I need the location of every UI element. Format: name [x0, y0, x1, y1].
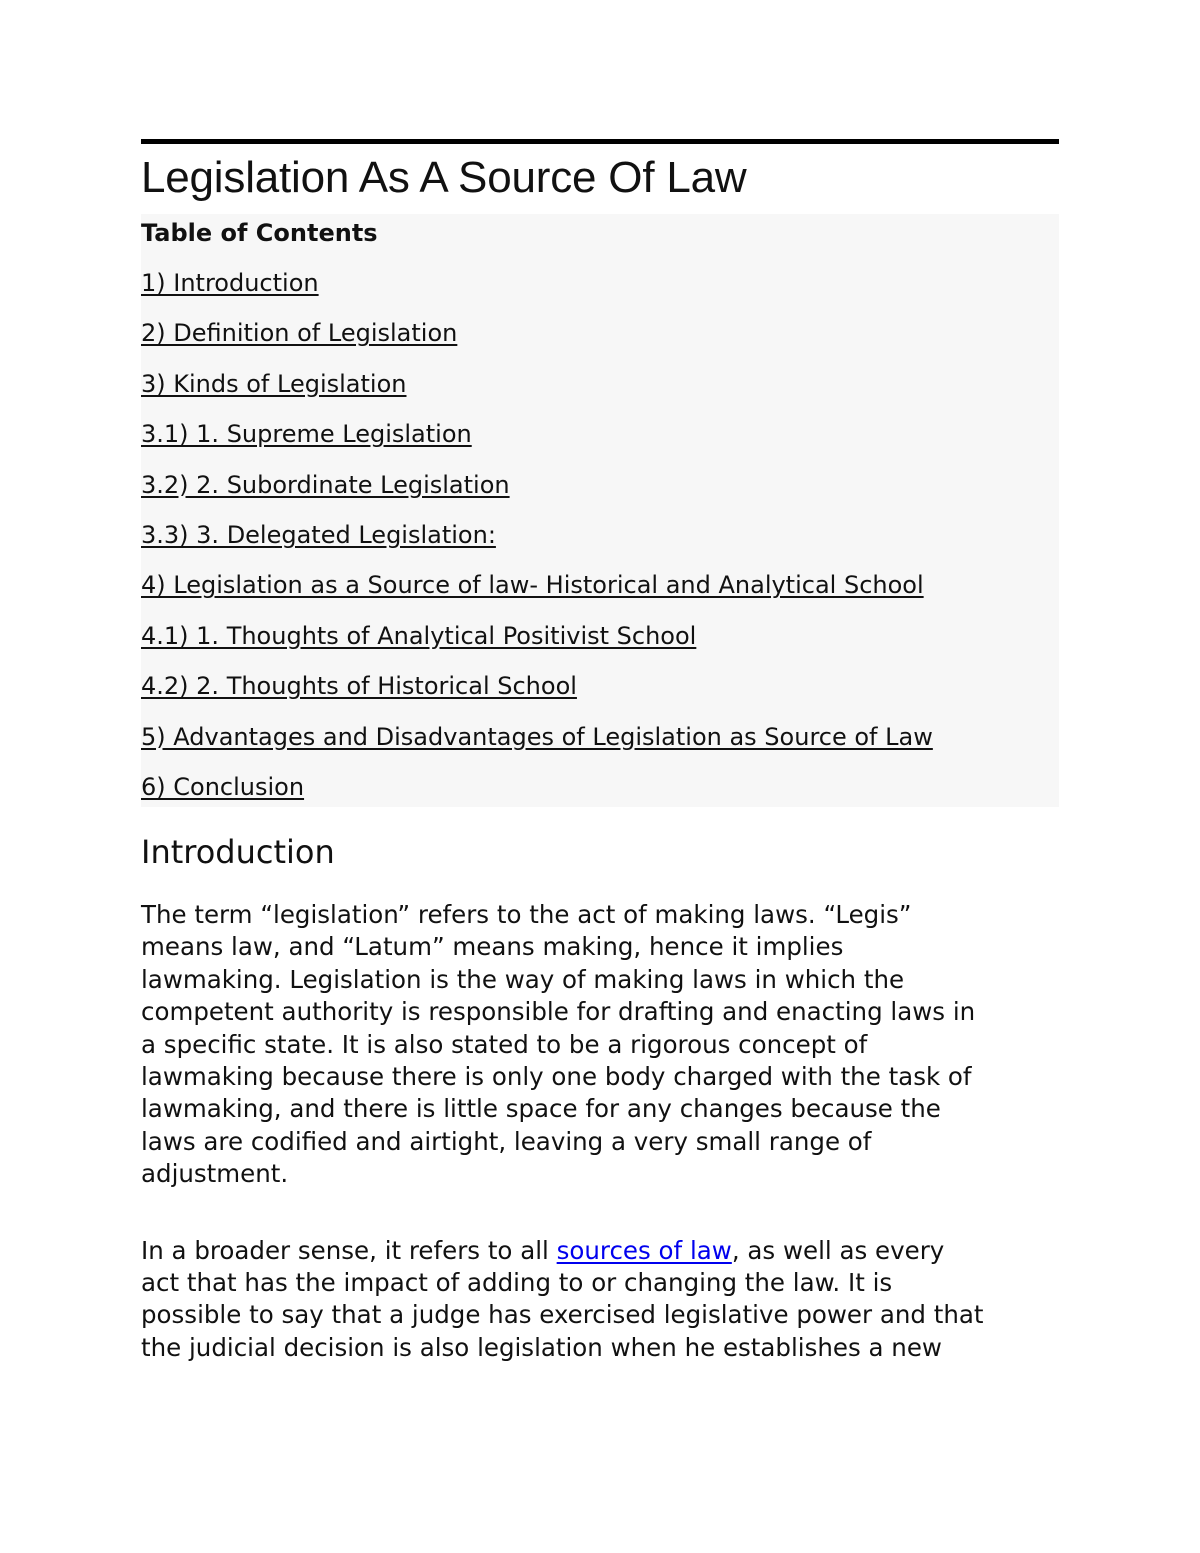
broader-sense-paragraph: [141, 1235, 1059, 1365]
para-text: In a broader sense, it refers to all: [141, 1235, 557, 1265]
document-page: [141, 139, 1059, 1364]
para-line: possible to say that a judge has exercised legislative power and that: [141, 1300, 984, 1330]
toc-heading: Table of Contents: [141, 219, 378, 247]
toc-link-introduction[interactable]: 1) Introduction: [141, 269, 319, 297]
page-title: Legislation As A Source Of Law: [141, 153, 747, 202]
para-line: competent authority is responsible for drafting and enacting laws in: [141, 997, 976, 1027]
toc-link-analytical-positivist[interactable]: 4.1) 1. Thoughts of Analytical Positivist School: [141, 621, 697, 650]
toc-link-supreme-legislation[interactable]: 3.1) 1. Supreme Legislation: [141, 420, 472, 449]
toc-link-kinds[interactable]: 3) Kinds of Legislation: [141, 369, 407, 398]
para-line: lawmaking. Legislation is the way of making laws in which the: [141, 964, 905, 994]
toc-link-subordinate-legislation[interactable]: 3.2) 2. Subordinate Legislation: [141, 470, 510, 499]
top-rule: [141, 139, 1059, 144]
toc-link-historical-analytical-school[interactable]: 4) Legislation as a Source of law- Historical and Analytical School: [141, 571, 924, 600]
para-line: adjustment.: [141, 1159, 289, 1189]
para-line: lawmaking, and there is little space for any changes because the: [141, 1094, 941, 1124]
para-line: means law, and “Latum” means making, hence it implies: [141, 932, 844, 962]
table-of-contents: [141, 214, 1059, 807]
toc-link-advantages[interactable]: 5) Advantages and Disadvantages of Legislation as Source of Law: [141, 722, 933, 751]
para-line: lawmaking because there is only one body charged with the task of: [141, 1061, 972, 1091]
para-line: act that has the impact of adding to or changing the law. It is: [141, 1267, 893, 1297]
toc-link-delegated-legislation[interactable]: 3.3) 3. Delegated Legislation:: [141, 520, 496, 549]
para-line: laws are codified and airtight, leaving a very small range of: [141, 1126, 872, 1156]
toc-link-historical-school[interactable]: 4.2) 2. Thoughts of Historical School: [141, 672, 577, 701]
toc-link-definition[interactable]: 2) Definition of Legislation: [141, 319, 458, 348]
sources-of-law-link[interactable]: sources of law: [556, 1235, 732, 1265]
para-text: , as well as every: [731, 1235, 945, 1265]
intro-paragraph: [141, 899, 1059, 1191]
toc-list: [141, 267, 1059, 805]
para-line: the judicial decision is also legislation when he establishes a new: [141, 1332, 942, 1362]
para-line: The term “legislation” refers to the act of making laws. “Legis”: [141, 899, 912, 929]
toc-link-conclusion[interactable]: 6) Conclusion: [141, 772, 305, 801]
section-heading-introduction: Introduction: [141, 832, 335, 871]
para-line: a specific state. It is also stated to be a rigorous concept of: [141, 1029, 868, 1059]
